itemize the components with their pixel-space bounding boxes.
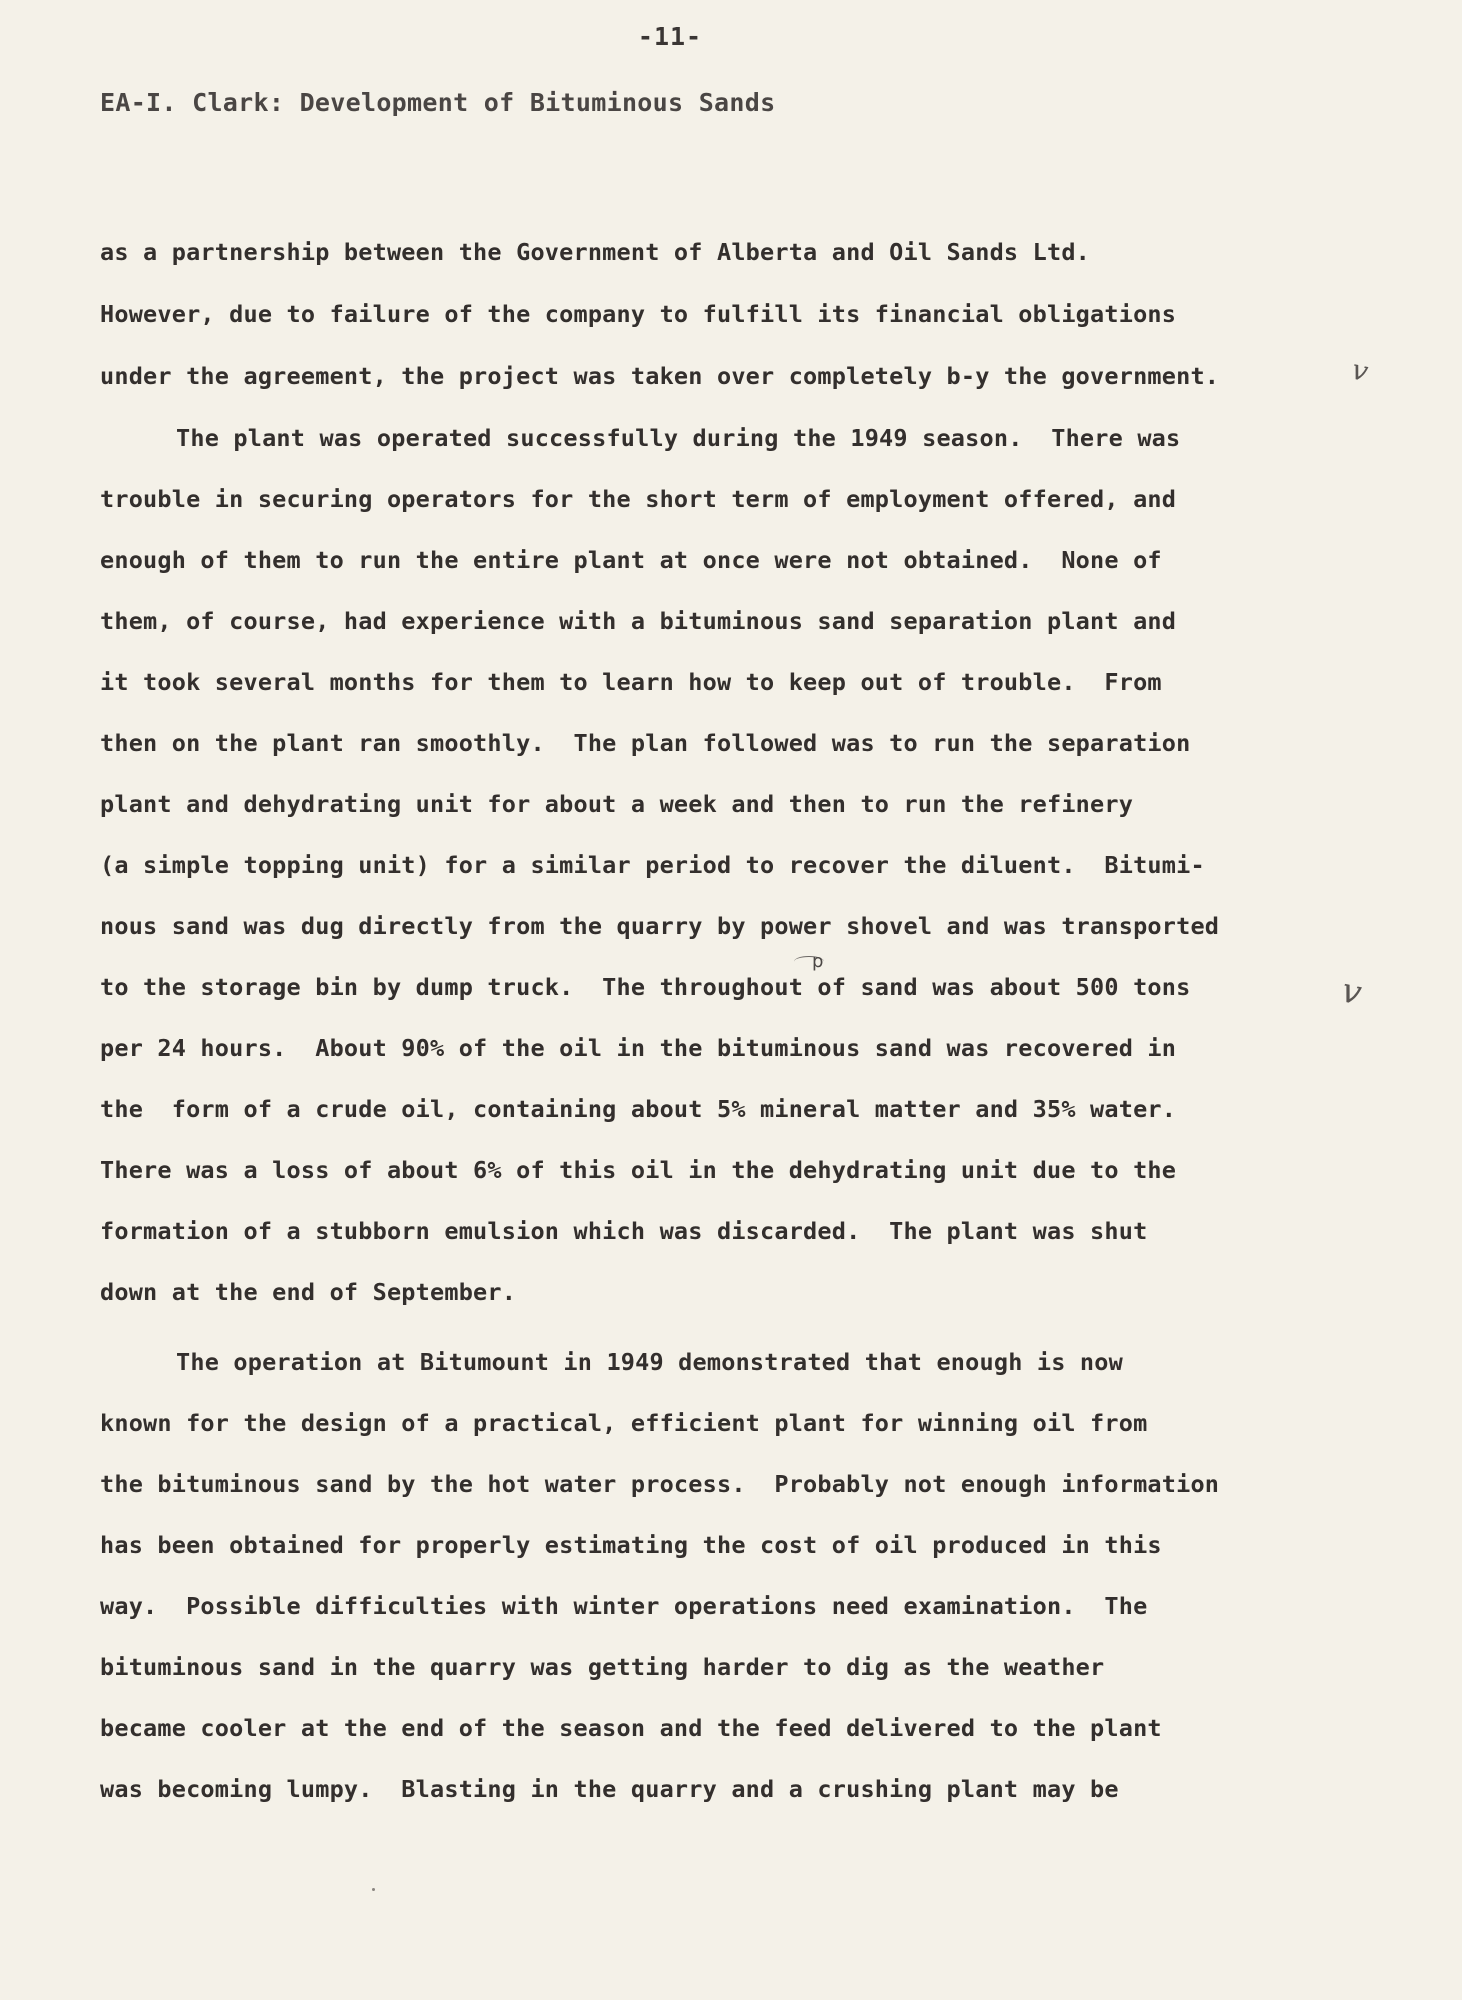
text-line: to the storage bin by dump truck. The throughout of sand was about 500 tons (100, 973, 1191, 1001)
paragraph-start-line: The operation at Bitumount in 1949 demonstrated that enough is now (176, 1348, 1123, 1376)
margin-check-mark: v (1338, 970, 1366, 1014)
text-line: nous sand was dug directly from the quarry by power shovel and was transported (100, 912, 1220, 940)
text-line: way. Possible difficulties with winter operations need examination. The (100, 1592, 1148, 1620)
text-line: it took several months for them to learn how to keep out of trouble. From (100, 668, 1162, 696)
text-line: There was a loss of about 6% of this oil in the dehydrating unit due to the (100, 1156, 1177, 1184)
text-line: as a partnership between the Government of Alberta and Oil Sands Ltd. (100, 238, 1091, 266)
text-line: trouble in securing operators for the short term of employment offered, and (100, 485, 1177, 513)
text-line: the form of a crude oil, containing about 5% mineral matter and 35% water. (100, 1095, 1177, 1123)
paper-speck (372, 1888, 375, 1891)
text-line: (a simple topping unit) for a similar period to recover the diluent. Bitumi- (100, 851, 1205, 879)
text-line: per 24 hours. About 90% of the oil in the bituminous sand was recovered in (100, 1034, 1177, 1062)
text-line: down at the end of September. (100, 1278, 517, 1306)
text-line: them, of course, had experience with a bituminous sand separation plant and (100, 607, 1177, 635)
text-line: has been obtained for properly estimating the cost of oil produced in this (100, 1531, 1162, 1559)
text-line: plant and dehydrating unit for about a week and then to run the refinery (100, 790, 1134, 818)
text-line: bituminous sand in the quarry was getting harder to dig as the weather (100, 1653, 1105, 1681)
margin-check-mark: v (1348, 352, 1372, 389)
text-line: formation of a stubborn emulsion which was discarded. The plant was shut (100, 1217, 1148, 1245)
text-line: was becoming lumpy. Blasting in the quarry and a crushing plant may be (100, 1775, 1119, 1803)
paragraph-start-line: The plant was operated successfully during the 1949 season. There was (176, 424, 1181, 452)
text-line: under the agreement, the project was taken over completely b-y the government. (100, 362, 1220, 390)
page-number: -11- (637, 22, 703, 51)
running-header: EA-I. Clark: Development of Bituminous Sands (100, 88, 776, 117)
text-line: then on the plant ran smoothly. The plan followed was to run the separation (100, 729, 1191, 757)
text-line: However, due to failure of the company to fulfill its financial obligations (100, 300, 1177, 328)
text-line: known for the design of a practical, efficient plant for winning oil from (100, 1409, 1148, 1437)
text-line: the bituminous sand by the hot water process. Probably not enough information (100, 1470, 1220, 1498)
text-line: enough of them to run the entire plant at once were not obtained. None of (100, 546, 1162, 574)
handwritten-correction: p (812, 951, 824, 972)
text-line: became cooler at the end of the season and the feed delivered to the plant (100, 1714, 1162, 1742)
